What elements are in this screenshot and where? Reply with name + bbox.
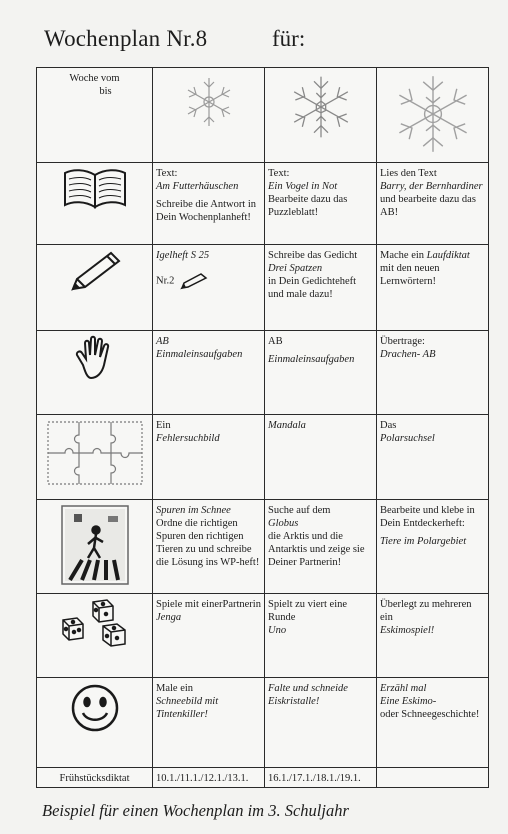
task-text: Drei Spatzen — [268, 263, 323, 274]
crosswalk-icon — [60, 504, 130, 586]
task-cell — [153, 415, 265, 500]
task-text: und bearbeite dazu das AB! — [380, 194, 476, 218]
week-from-label: Woche vom — [69, 73, 120, 84]
task-cell — [265, 245, 377, 331]
task-text: Nr.2 — [156, 275, 175, 287]
task-cell — [153, 163, 265, 245]
dictation-dates-1: 10.1./11.1./12.1./13.1. — [153, 768, 265, 788]
task-text: Schreibe das Gedicht — [268, 250, 358, 261]
icon-cell — [37, 500, 153, 594]
task-text: Ordne die richtigen Spuren den richtigen Tieren zu und schreibe die Lösung ins WP-heft! — [156, 518, 260, 568]
task-text: Schreibe die Antwort in Dein Wochenplanheft! — [156, 199, 257, 223]
task-cell — [265, 500, 377, 594]
task-text: Erzähl mal — [380, 683, 427, 694]
task-text: Am Futterhäuschen — [156, 181, 239, 192]
task-text: Mache ein — [380, 250, 425, 261]
task-text: Ein Vogel in Not — [268, 181, 338, 192]
task-cell — [153, 245, 265, 331]
week-to-label: bis — [99, 86, 112, 97]
task-text: Barry, der Bernhardiner — [380, 181, 483, 192]
task-cell — [377, 163, 489, 245]
task-cell — [377, 678, 489, 768]
task-cell — [377, 415, 489, 500]
task-text: Drachen- AB — [380, 349, 436, 360]
task-text: Bearbeite und klebe in Dein Entdeckerheft: — [380, 505, 475, 529]
task-text: Fehlersuchbild — [156, 433, 220, 444]
icon-cell — [37, 245, 153, 331]
for-label: für: — [272, 26, 306, 51]
puzzle-icon — [45, 419, 145, 487]
task-text: Übertrage: — [380, 336, 425, 347]
task-row — [37, 415, 489, 500]
task-row — [37, 331, 489, 415]
task-text: in Dein Gedichteheft und male dazu! — [268, 276, 357, 300]
task-text: Igelheft S 25 — [156, 250, 210, 261]
task-text: Ein — [156, 420, 171, 431]
snowflake-icon — [391, 72, 475, 156]
task-text: Spuren im Schnee — [156, 505, 231, 516]
task-text: AB — [268, 336, 283, 347]
book-icon — [61, 167, 129, 211]
task-text: Text: — [268, 168, 290, 179]
task-cell — [377, 594, 489, 678]
task-row — [37, 245, 489, 331]
dictation-label: Frühstücksdiktat — [37, 768, 153, 788]
icon-cell — [37, 415, 153, 500]
task-cell — [377, 331, 489, 415]
task-text: Text: — [156, 168, 178, 179]
caption: Beispiel für einen Wochenplan im 3. Schuljahr — [42, 801, 349, 820]
task-text: Laufdiktat — [426, 250, 470, 261]
task-row — [37, 500, 489, 594]
task-text: Eine Eskimo- — [380, 696, 437, 707]
task-cell — [153, 594, 265, 678]
snowflake-cell-2 — [265, 68, 377, 163]
icon-cell — [37, 163, 153, 245]
snowflake-cell-3 — [377, 68, 489, 163]
pencil-icon — [179, 272, 209, 290]
icon-cell — [37, 594, 153, 678]
task-text: Lies den Text — [380, 168, 437, 179]
task-text: AB — [156, 336, 169, 347]
task-text: Mandala — [268, 420, 306, 431]
task-text: Jenga — [156, 612, 182, 623]
task-cell — [377, 245, 489, 331]
task-text: Schneebild mit Tintenkiller! — [156, 696, 219, 720]
task-text: Suche auf dem — [268, 505, 331, 516]
task-text: Tiere im Polargebiet — [380, 536, 467, 547]
task-cell — [265, 678, 377, 768]
task-row — [37, 678, 489, 768]
task-cell — [153, 500, 265, 594]
task-text: Eskimospiel! — [380, 625, 435, 636]
task-text: Bearbeite dazu das Puzzleblatt! — [268, 194, 348, 218]
task-text: Uno — [268, 625, 287, 636]
icon-cell — [37, 678, 153, 768]
hand-icon — [73, 335, 117, 381]
snowflake-cell-1 — [153, 68, 265, 163]
task-text: Einmaleinsaufgaben — [156, 349, 243, 360]
snowflake-icon — [179, 72, 239, 132]
weekly-plan-table — [36, 67, 489, 788]
header-row — [37, 68, 489, 163]
icon-cell — [37, 331, 153, 415]
task-text: Spiele mit einerPartnerin — [156, 599, 261, 610]
dice-icon — [59, 598, 131, 648]
dictation-empty — [377, 768, 489, 788]
task-cell — [265, 331, 377, 415]
task-text: Spielt zu viert eine Runde — [268, 599, 348, 623]
task-text: Globus — [268, 518, 299, 529]
task-text: Überlegt zu mehreren ein — [380, 599, 472, 623]
task-text: oder Schneegeschichte! — [380, 709, 480, 720]
dictation-dates-2: 16.1./17.1./18.1./19.1. — [265, 768, 377, 788]
task-row — [37, 594, 489, 678]
smiley-icon — [69, 682, 121, 734]
task-text: Einmaleinsaufgaben — [268, 354, 355, 365]
task-row — [37, 163, 489, 245]
task-text: Falte und schneide Eiskristalle! — [268, 683, 348, 707]
task-cell — [265, 594, 377, 678]
task-text: Das — [380, 420, 397, 431]
task-cell — [265, 163, 377, 245]
task-cell — [153, 331, 265, 415]
snowflake-icon — [286, 72, 356, 142]
pencil-icon — [65, 249, 125, 295]
task-cell — [153, 678, 265, 768]
task-text: Polarsuchsel — [380, 433, 435, 444]
page-title: Wochenplan Nr.8 — [44, 26, 208, 51]
task-text: Male ein — [156, 683, 194, 694]
task-cell — [265, 415, 377, 500]
task-text: die Arktis und die Antarktis und zeige sie Deiner Partnerin! — [268, 531, 365, 568]
task-cell — [377, 500, 489, 594]
week-cell — [37, 68, 153, 163]
dictation-row — [37, 768, 489, 788]
task-text: mit den neuen Lernwörtern! — [380, 263, 440, 287]
